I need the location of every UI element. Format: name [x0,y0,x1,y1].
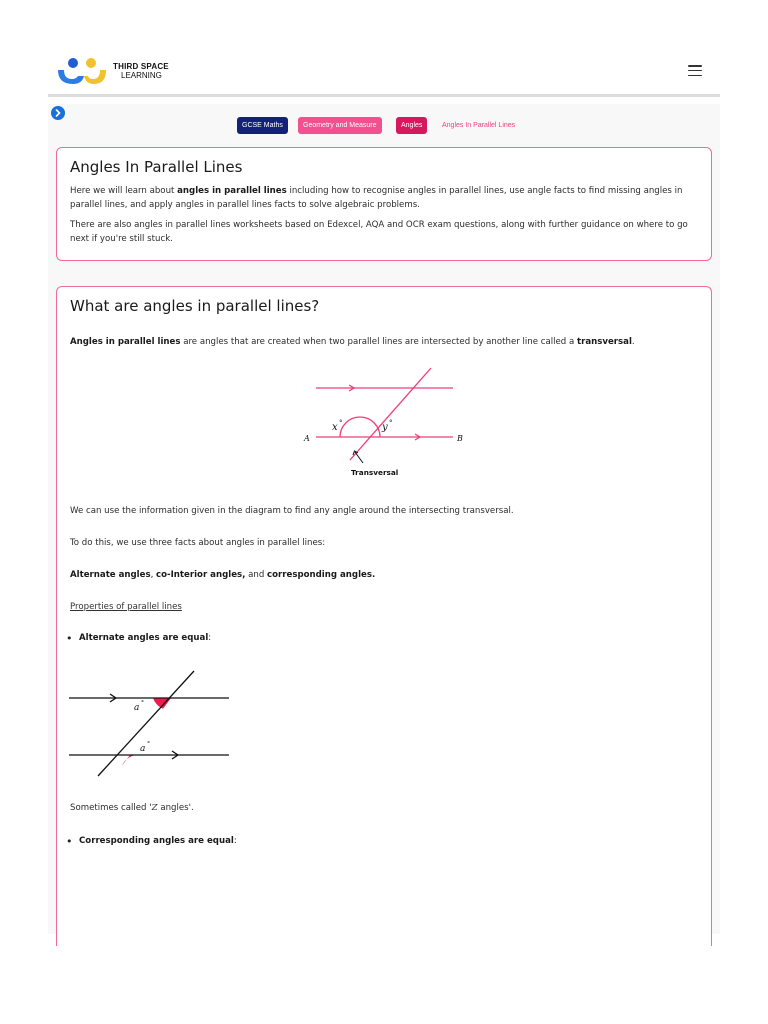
section-title: What are angles in parallel lines? [70,297,320,315]
transversal-pointer-line [355,452,363,463]
page-title: Angles In Parallel Lines [70,158,243,176]
corresponding-angles-bullet: • Corresponding angles are equal: [79,836,237,846]
alternate-angles-bullet: • Alternate angles are equal: [79,633,211,643]
alternate-angles-diagram [67,669,237,779]
z-angles-paragraph: Sometimes called 'Z angles'. [70,803,194,813]
properties-of-parallel-lines-link[interactable]: Properties of parallel lines [70,602,182,612]
lower-angle-fill [122,755,140,766]
definition-paragraph: Angles in parallel lines are angles that are created when two parallel lines are intersected by another line called a transversal. [70,337,635,347]
properties-link-line [70,601,700,615]
site-logo[interactable] [56,56,186,86]
angle-x-degree: ° [339,419,343,427]
breadcrumb-angles[interactable]: Angles [396,117,427,134]
transversal-diagram [301,366,471,484]
intro-card [56,147,712,261]
intro-paragraph-1: Here we will learn about angles in parallel lines including how to recognise angles in parallel lines, use angle facts to find missing angles in parallel lines, and apply angles in parallel lines facts to solve algebraic problems. [70,186,683,210]
info-paragraph: We can use the information given in the diagram to find any angle around the intersecting transversal. [70,506,514,516]
breadcrumb-current-page: Angles In Parallel Lines [442,122,516,129]
point-label-b: B [457,434,463,443]
facts-intro-paragraph: To do this, we use three facts about angles in parallel lines: [70,538,326,548]
facts-list-paragraph: Alternate angles, co-Interior angles, and corresponding angles. [70,570,376,580]
angle-label-y: y [382,422,388,433]
breadcrumb [0,117,768,135]
transversal-line [350,368,431,460]
angle-a-upper-degree: ° [141,700,144,707]
angle-a-lower-degree: ° [147,741,150,748]
hamburger-menu-icon[interactable] [688,65,702,77]
angle-arc [340,417,380,437]
angle-y-degree: ° [389,419,393,427]
transversal-line-2 [98,671,194,776]
angle-label-a-upper: a [134,703,140,713]
brand-wordmark [113,62,169,80]
logo-mark-icon [56,56,108,86]
brand-line1: THIRD SPACE [113,62,169,71]
angle-label-a-lower: a [140,744,146,754]
breadcrumb-gcse-maths[interactable]: GCSE Maths [237,117,288,134]
point-label-a: A [304,434,310,443]
intro-paragraph-2: There are also angles in parallel lines worksheets based on Edexcel, AQA and OCR exam questions, along with further guidance on where to go next if you're still stuck. [70,220,688,244]
definition-card [56,286,712,946]
breadcrumb-geometry-and-measure[interactable]: Geometry and Measure [298,117,382,134]
angle-label-x: x [332,422,338,433]
brand-line2: LEARNING [121,71,162,80]
site-header [48,48,720,94]
transversal-label: Transversal [351,468,399,477]
header-divider [48,94,720,97]
